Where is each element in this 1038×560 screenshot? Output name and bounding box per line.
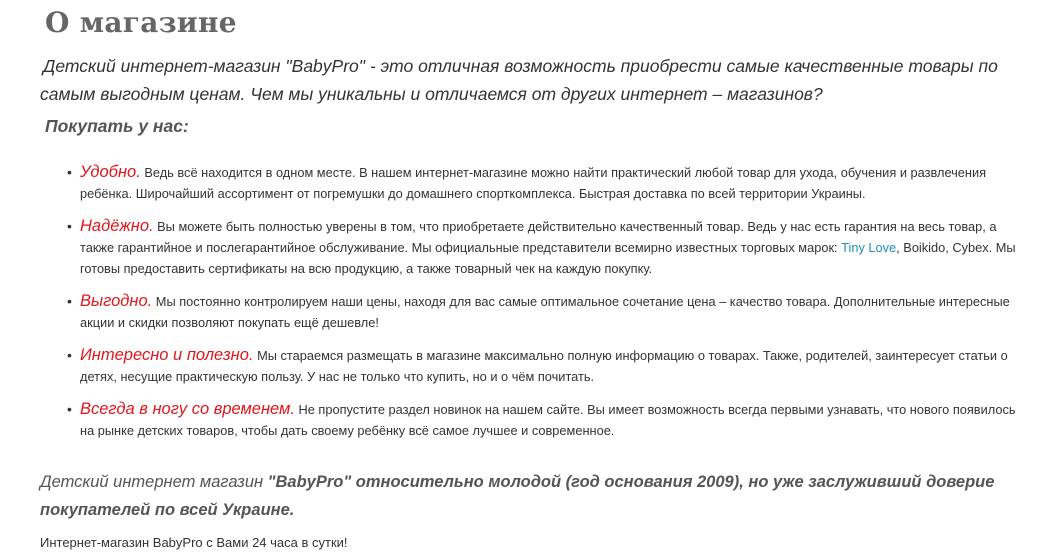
feature-lead: Выгодно. <box>80 292 153 310</box>
feature-text: Вы можете быть полностью уверены в том, что приобретаете действительно качественный товар. Ведь у нас есть гарантия на весь товар, а также гарантийное и послегарантийное обслуживание. Мы официальные представители всемирно известных торговых марок: <box>80 219 997 255</box>
page-title: О магазине <box>45 6 237 39</box>
feature-text: , Boikido, Cybex. Мы готовы предоставить сертификаты на всю продукцию, а также товарный чек на каждую покупку. <box>80 240 1016 276</box>
feature-text: Не пропустите раздел новинок на нашем сайте. Вы имеет возможность всегда первыми узнавать, что нового появилось на рынке детских товаров, чтобы дать своему ребёнку всё самое лучшее и современное. <box>80 402 1016 438</box>
bullet-icon: • <box>67 347 72 363</box>
list-item <box>67 399 1025 441</box>
feature-text: Мы стараемся размещать в магазине максимально полную информацию о товарах. Также, родителей, заинтересует статьи о детях, несущие практическую пользу. У нас не только что купить, но и о чём почитать. <box>80 348 1008 384</box>
feature-text: Мы постоянно контролируем наши цены, находя для вас самые оптимальное сочетание цена – качество товара. Дополнительные интересные акции и скидки позволяют покупать ещё дешевле! <box>80 294 1010 330</box>
bullet-icon: • <box>67 218 72 234</box>
feature-lead: Надёжно. <box>80 217 154 235</box>
brand-link-tiny-love[interactable]: Tiny Love <box>841 240 897 255</box>
bullet-icon: • <box>67 164 72 180</box>
list-item <box>67 162 1025 204</box>
section-subheading: Покупать у нас: <box>45 116 189 136</box>
list-item <box>67 291 1025 333</box>
list-item <box>67 216 1025 279</box>
bullet-icon: • <box>67 293 72 309</box>
feature-text: Ведь всё находится в одном месте. В нашем интернет-магазине можно найти практический любой товар для ухода, обучения и развлечения ребёнка. Широчайший ассортимент от погремушки до домашнего спорткомплекса. Быстрая доставка по всей территории Украины. <box>80 165 987 201</box>
outro-bold-text: "BabyPro" относительно молодой (год основания 2009), но уже заслуживший доверие покупателей по всей Украине. <box>40 473 995 519</box>
features-list <box>67 162 1025 453</box>
list-item <box>67 345 1025 387</box>
feature-lead: Интересно и полезно. <box>80 346 254 364</box>
intro-paragraph: Детский интернет-магазин "BabyPro" - это отличная возможность приобрести самые качественные товары по самым выгодным ценам. Чем мы уникальны и отличаемся от других интернет – магазинов? <box>40 56 998 104</box>
bullet-icon: • <box>67 401 72 417</box>
outro-text: Детский интернет магазин <box>40 473 268 491</box>
feature-lead: Всегда в ногу со временем. <box>80 400 295 418</box>
outro-paragraph <box>40 468 1030 524</box>
footer-note: Интернет-магазин BabyPro с Вами 24 часа в сутки! <box>40 535 348 550</box>
feature-lead: Удобно. <box>80 163 141 181</box>
